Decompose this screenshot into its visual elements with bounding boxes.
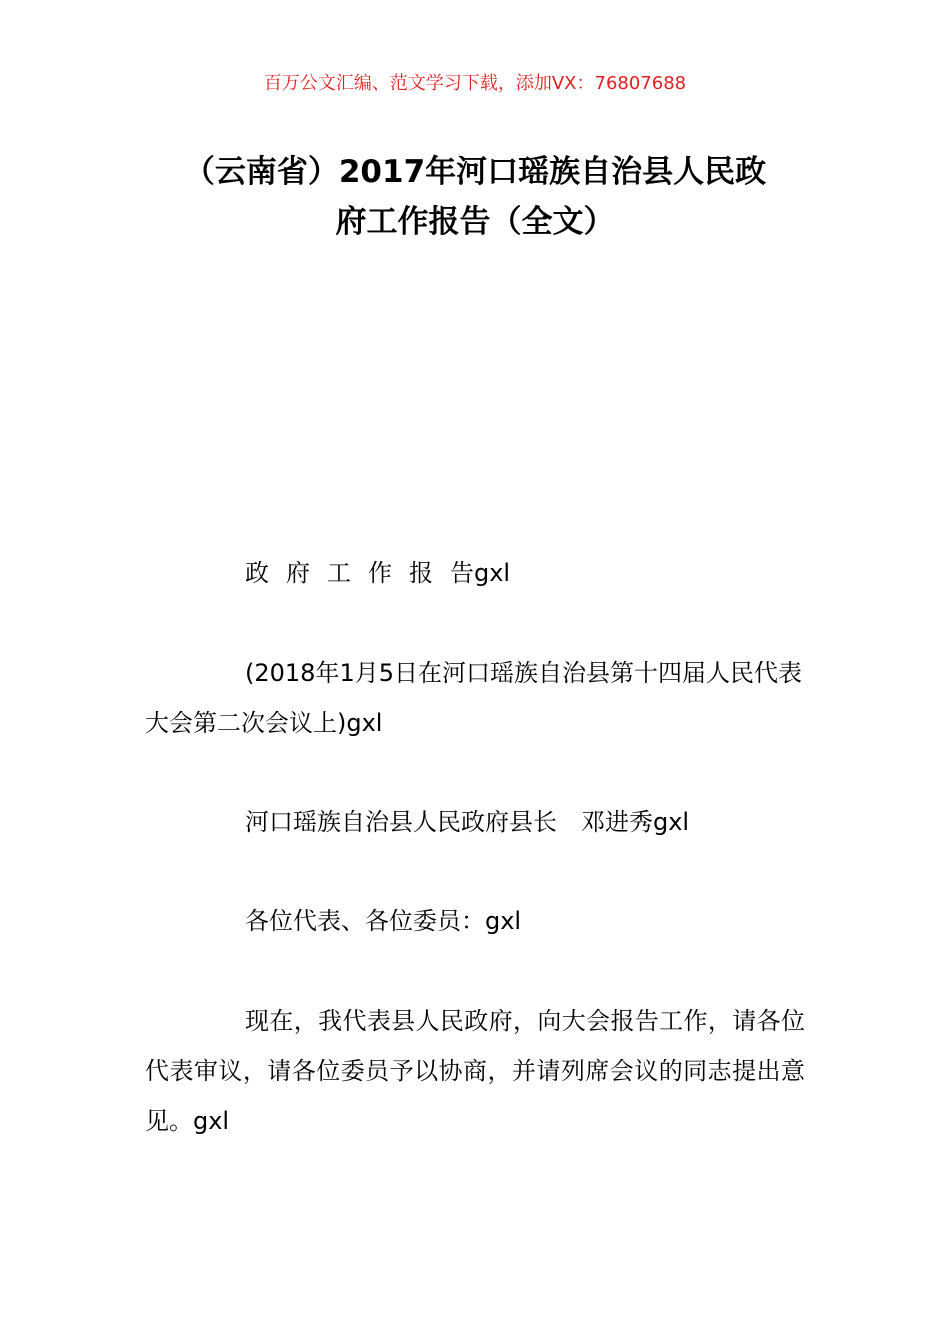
report-heading [245,548,805,598]
report-opening-paragraph: 现在，我代表县人民政府，向大会报告工作，请各位代表审议，请各位委员予以协商，并请列席会议的同志提出意见。gxl [145,1007,805,1135]
report-greeting: 各位代表、各位委员：gxl [245,907,522,935]
header-watermark-note: 百万公文汇编、范文学习下载，添加VX：76807688 [263,73,687,94]
document-title [145,147,805,247]
report-heading-rest: 告gxl [450,559,511,587]
report-date-occasion: (2018年1月5日在河口瑶族自治县第十四届人民代表大会第二次会议上)gxl [145,659,802,737]
report-heading-spaced: 政府工作报 [245,559,450,587]
title-line-2: 府工作报告（全文） [335,204,615,240]
report-author: 河口瑶族自治县人民政府县长 邓进秀gxl [245,808,690,836]
title-line-1: （云南省）2017年河口瑶族自治县人民政 [183,154,767,190]
